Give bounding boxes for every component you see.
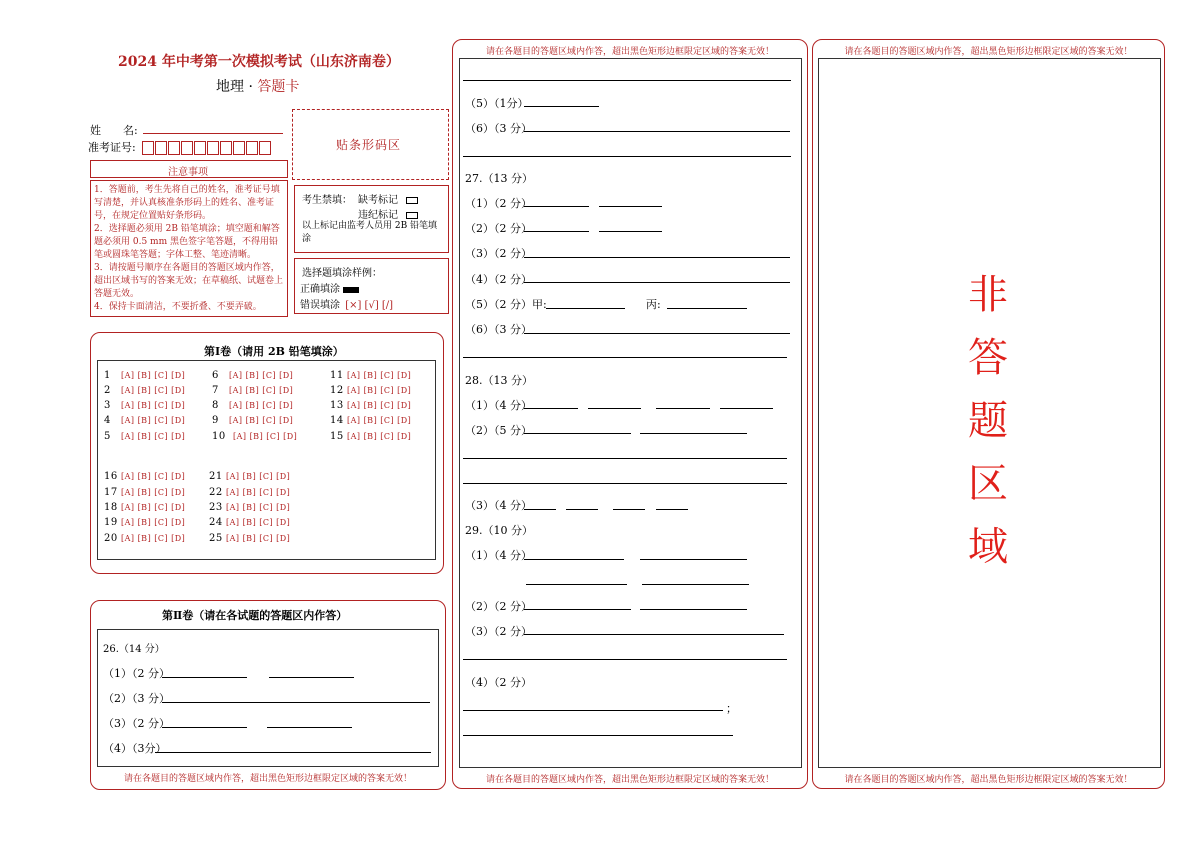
answer-line[interactable]	[642, 584, 749, 585]
barcode-label: 贴条形码区	[336, 138, 402, 152]
missing-checkbox[interactable]	[406, 197, 418, 204]
mcq-row[interactable]: 11 [A] [B] [C] [D]	[330, 370, 412, 381]
mcq-row[interactable]: 13 [A] [B] [C] [D]	[330, 400, 412, 411]
answer-line[interactable]	[613, 509, 645, 510]
answer-line[interactable]	[524, 257, 790, 258]
q28-1-label: （1）（4 分）	[465, 399, 532, 412]
answer-line[interactable]	[463, 458, 787, 459]
answer-card-label: 答题卡	[257, 79, 300, 95]
semicolon: ；	[726, 702, 737, 715]
forbidden-note: 以上标记由监考人员用 2B 铅笔填涂	[302, 221, 438, 244]
warning-text: 请在各题目的答题区域内作答，超出黑色矩形边框限定区域的答案无效！	[485, 47, 774, 57]
column2-answer-box	[459, 58, 802, 768]
answer-line[interactable]	[162, 727, 247, 728]
mcq-row[interactable]: 6 [A] [B] [C] [D]	[212, 370, 294, 381]
name-field[interactable]	[143, 133, 283, 134]
q29-1-label: （1）（4 分）	[465, 549, 532, 562]
wrong-marks: [×] [√] [/]	[345, 300, 394, 311]
mcq-row[interactable]: 8 [A] [B] [C] [D]	[212, 400, 294, 411]
section2-title: 第Ⅱ卷（请在各试题的答题区内作答）	[162, 609, 348, 622]
non-answer-char: 题	[968, 398, 1008, 444]
violation-checkbox[interactable]	[406, 212, 418, 219]
answer-line[interactable]	[463, 156, 791, 157]
answer-line[interactable]	[524, 559, 624, 560]
mcq-row[interactable]: 2 [A] [B] [C] [D]	[104, 385, 186, 396]
warning-text: 请在各题目的答题区域内作答，超出黑色矩形边框限定区域的答案无效！	[844, 47, 1133, 57]
answer-line[interactable]	[463, 357, 787, 358]
exam-subtitle	[216, 76, 299, 96]
mcq-row[interactable]: 22 [A] [B] [C] [D]	[209, 487, 291, 498]
answer-line[interactable]	[463, 710, 723, 711]
answer-line[interactable]	[463, 659, 787, 660]
q27-label: 27.（13 分）	[465, 172, 533, 185]
mcq-row[interactable]: 15 [A] [B] [C] [D]	[330, 431, 412, 442]
answer-line[interactable]	[588, 408, 641, 409]
mcq-row[interactable]: 7 [A] [B] [C] [D]	[212, 385, 294, 396]
non-answer-char: 区	[968, 461, 1008, 507]
mcq-row[interactable]: 25 [A] [B] [C] [D]	[209, 533, 291, 544]
mcq-row[interactable]: 23 [A] [B] [C] [D]	[209, 502, 291, 513]
answer-line[interactable]	[524, 509, 556, 510]
notice-item: 1．答题前，考生先将自己的姓名，准考证号填写清楚，并认真核准条形码上的姓名、准考证号，在规定位置贴好条形码。	[94, 185, 280, 221]
q29-3-label: （3）（2 分）	[465, 625, 532, 638]
answer-line[interactable]	[640, 609, 747, 610]
answer-line[interactable]	[640, 433, 747, 434]
mcq-row[interactable]: 9 [A] [B] [C] [D]	[212, 415, 294, 426]
answer-line[interactable]	[524, 106, 599, 107]
correct-fill: 正确填涂	[300, 280, 359, 295]
q27-5-label: （5）（2 分）甲:	[465, 298, 547, 311]
answer-line[interactable]	[546, 308, 625, 309]
exam-title: 2024 年中考第一次模拟考试（山东济南卷）	[118, 54, 400, 70]
answer-line[interactable]	[524, 282, 790, 283]
answer-line[interactable]	[267, 727, 352, 728]
q26-6-label: （6）（3 分）	[465, 122, 532, 135]
forbidden-label: 考生禁填：	[302, 195, 352, 206]
answer-line[interactable]	[524, 131, 790, 132]
answer-line[interactable]	[524, 634, 784, 635]
answer-line[interactable]	[269, 677, 354, 678]
notice-item: 4．保持卡面清洁，不要折叠、不要弄破。	[94, 302, 262, 312]
answer-line[interactable]	[463, 735, 733, 736]
fill-example-title: 选择题填涂样例：	[302, 268, 382, 279]
q29-label: 29.（10 分）	[465, 524, 533, 537]
name-label: 姓 名:	[90, 124, 138, 137]
mcq-row[interactable]: 19 [A] [B] [C] [D]	[104, 517, 186, 528]
q29-2-label: （2）（2 分）	[465, 600, 532, 613]
answer-line[interactable]	[524, 408, 578, 409]
q28-label: 28.（13 分）	[465, 374, 533, 387]
missing-mark[interactable]: 缺考标记	[358, 191, 418, 206]
notice-item: 3．请按题号顺序在各题目的答题区域内作答，超出区域书写的答案无效；在草稿纸、试题卷上答题无效。	[94, 263, 284, 299]
mcq-row[interactable]: 4 [A] [B] [C] [D]	[104, 415, 186, 426]
section1-title: 第Ⅰ卷（请用 2B 铅笔填涂）	[204, 345, 344, 358]
wrong-fill: 错误填涂 [×] [√] [/]	[300, 300, 394, 311]
notice-title: 注意事项	[168, 167, 208, 178]
warning-text: 请在各题目的答题区域内作答，超出黑色矩形边框限定区域的答案无效！	[485, 775, 774, 785]
answer-line[interactable]	[155, 752, 431, 753]
answer-line[interactable]	[162, 677, 247, 678]
q26-3-label: （3）（2 分）	[103, 717, 170, 730]
answer-line[interactable]	[656, 408, 710, 409]
mcq-row[interactable]: 14 [A] [B] [C] [D]	[330, 415, 412, 426]
answer-line[interactable]	[524, 333, 790, 334]
mcq-row[interactable]: 17 [A] [B] [C] [D]	[104, 487, 186, 498]
q26-label: 26.（14 分）	[103, 644, 165, 655]
mcq-row[interactable]: 10 [A] [B] [C] [D]	[212, 431, 298, 442]
answer-line[interactable]	[599, 206, 662, 207]
filled-mark-icon	[343, 287, 359, 293]
answer-line[interactable]	[599, 231, 662, 232]
answer-line[interactable]	[524, 609, 631, 610]
q26-4-label: （4）（3分）	[103, 742, 167, 755]
mcq-row[interactable]: 5 [A] [B] [C] [D]	[104, 431, 186, 442]
notice-item: 2．选择题必须用 2B 铅笔填涂；填空题和解答题必须用 0.5 mm 黑色签字笔答题，不得用铅笔或圆珠笔答题；字体工整、笔迹清晰。	[94, 224, 280, 260]
violation-mark[interactable]: 违纪标记	[358, 206, 418, 221]
q27-6-label: （6）（3 分）	[465, 323, 532, 336]
mcq-row[interactable]: 21 [A] [B] [C] [D]	[209, 471, 291, 482]
non-answer-char: 域	[968, 524, 1008, 570]
q27-5-bing-label: 丙:	[646, 298, 661, 311]
q28-3-label: （3）（4 分）	[465, 499, 532, 512]
q26-5-label: （5）（1分）	[465, 97, 529, 110]
non-answer-char: 非	[968, 272, 1008, 318]
mcq-row[interactable]: 12 [A] [B] [C] [D]	[330, 385, 412, 396]
answer-line[interactable]	[463, 483, 787, 484]
q28-2-label: （2）（5 分）	[465, 424, 532, 437]
q27-2-label: （2）（2 分）	[465, 222, 532, 235]
mcq-row[interactable]: 16 [A] [B] [C] [D]	[104, 471, 186, 482]
mcq-row[interactable]: 24 [A] [B] [C] [D]	[209, 517, 291, 528]
q29-4-label: （4）（2 分）	[465, 676, 532, 689]
id-label: 准考证号:	[88, 141, 136, 154]
answer-line[interactable]	[524, 433, 631, 434]
answer-line[interactable]	[640, 559, 747, 560]
id-number-boxes[interactable]	[142, 137, 272, 156]
q27-3-label: （3）（2 分）	[465, 247, 532, 260]
subject-label: 地理 ·	[216, 79, 253, 95]
mcq-row[interactable]: 3 [A] [B] [C] [D]	[104, 400, 186, 411]
answer-line[interactable]	[524, 231, 589, 232]
non-answer-char: 答	[968, 335, 1008, 381]
answer-line[interactable]	[720, 408, 773, 409]
answer-line[interactable]	[162, 702, 430, 703]
answer-line[interactable]	[463, 80, 791, 81]
warning-text: 请在各题目的答题区域内作答，超出黑色矩形边框限定区域的答案无效！	[844, 775, 1133, 785]
mcq-row[interactable]: 1 [A] [B] [C] [D]	[104, 370, 186, 381]
warning-text: 请在各题目的答题区域内作答，超出黑色矩形边框限定区域的答案无效！	[123, 774, 412, 784]
answer-line[interactable]	[656, 509, 688, 510]
answer-line[interactable]	[526, 584, 627, 585]
answer-line[interactable]	[667, 308, 747, 309]
q27-4-label: （4）（2 分）	[465, 273, 532, 286]
answer-line[interactable]	[566, 509, 598, 510]
mcq-row[interactable]: 20 [A] [B] [C] [D]	[104, 533, 186, 544]
q27-1-label: （1）（2 分）	[465, 197, 532, 210]
q26-2-label: （2）（3 分）	[103, 692, 170, 705]
answer-line[interactable]	[524, 206, 589, 207]
q26-1-label: （1）（2 分）	[103, 667, 170, 680]
mcq-row[interactable]: 18 [A] [B] [C] [D]	[104, 502, 186, 513]
